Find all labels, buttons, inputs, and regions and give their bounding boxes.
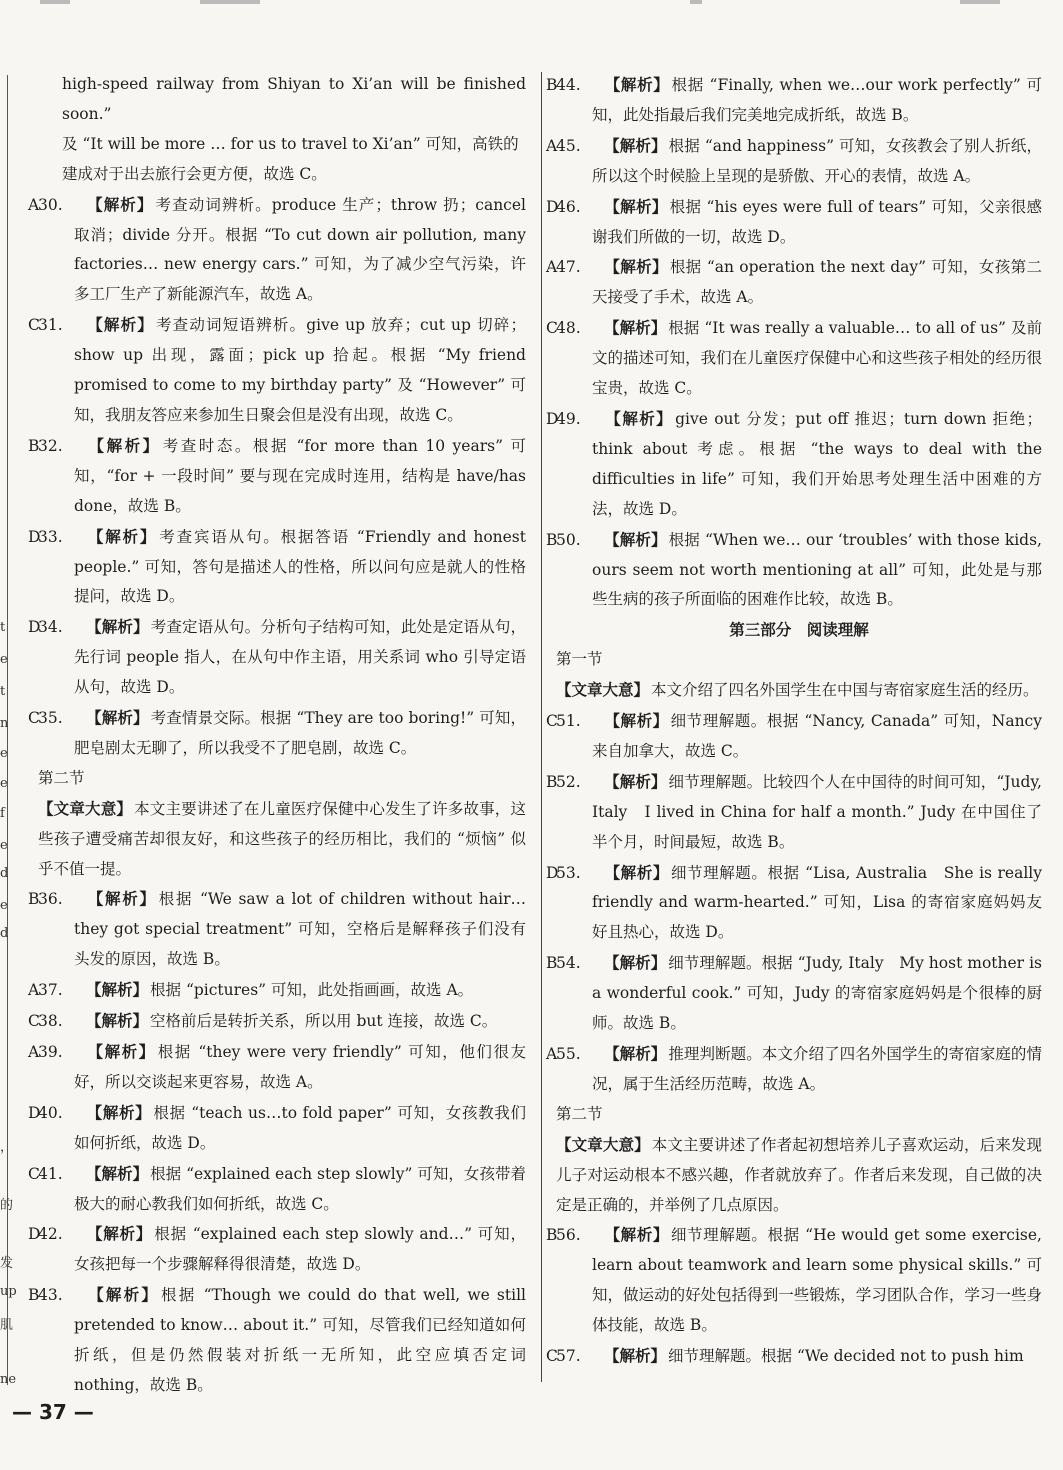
- part-title: 第三部分 阅读理解: [729, 620, 869, 640]
- answer-item: 42.D 【解析】 根据 “explained each step slowly and…” 可知，女孩把每一个步骤解释得很清楚，故选 D。: [28, 1224, 526, 1274]
- gutter-fragment: ，: [0, 1140, 14, 1155]
- gutter-fragment: up: [0, 1284, 17, 1299]
- section-heading: 第一节: [556, 650, 603, 669]
- answer-item: 57.C 【解析】 细节理解题。根据 “We decided not to push him: [546, 1346, 1024, 1366]
- answer-item: 52.B 【解析】 细节理解题。比较四个人在中国待的时间可知，“Judy, Italy I lived in China for half a month.” Judy 在中国住了半个月，时间最短，故选 B。: [546, 771, 1042, 851]
- section-heading: 第二节: [38, 768, 85, 787]
- answer-item: 30.A 【解析】 考查动词辨析。produce 生产；throw 扔；cancel 取消；divide 分开。根据 “To cut down air pollution, many factories… new energy cars.” 可知，为了减少空气污染，许多工厂生产了新能源汽车，故选 A。: [28, 194, 526, 304]
- answer-item: 50.B 【解析】 根据 “When we… our ‘troubles’ with those kids, ours seem not worth mentioning at all” 可知，此处是与那些生病的孩子所面临的困难作比较，故选 B。: [546, 529, 1042, 609]
- answer-item: 53.D 【解析】 细节理解题。根据 “Lisa, Australia She is really friendly and warm-hearted.” 可知，Lisa 的寄宿家庭妈妈友好且热心，故选 D。: [546, 862, 1042, 942]
- top-scan-marks: [0, 0, 1063, 10]
- article-summary: 【文章大意】 本文主要讲述了作者起初想培养儿子喜欢运动，后来发现儿子对运动根本不感兴趣，作者就放弃了。作者后来发现，自己做的决定是正确的，并举例了几点原因。: [556, 1134, 1042, 1214]
- gutter-fragment: e: [0, 652, 8, 667]
- answer-item: 39.A 【解析】 根据 “they were very friendly” 可知，他们很友好，所以交谈起来更容易，故选 A。: [28, 1042, 526, 1091]
- gutter-fragment: f: [0, 806, 5, 821]
- continued-line: high-speed railway from Shiyan to Xi’an will be finished soon.”: [62, 75, 526, 123]
- article-summary: 【文章大意】 本文介绍了四名外国学生在中国与寄宿家庭生活的经历。: [556, 680, 1039, 700]
- section-heading: 第二节: [556, 1104, 603, 1123]
- answer-item: 37.A 【解析】 根据 “pictures” 可知，此处指画画，故选 A。: [28, 980, 474, 1000]
- gutter-fragment: n: [0, 716, 9, 731]
- answer-item: 38.C 【解析】 空格前后是转折关系，所以用 but 连接，故选 C。: [28, 1011, 498, 1031]
- gutter-fragment: d: [0, 866, 9, 881]
- answer-item: 56.B 【解析】 细节理解题。根据 “He would get some exercise, learn about teamwork and learn some physical skills.” 可知，做运动的好处包括得到一些锻炼，学习团队合作，学习一些身体技能，故选 B。: [546, 1225, 1042, 1335]
- answer-item: 36.B 【解析】 根据 “We saw a lot of children without hair…they got special treatment” 可知，空格后是解释孩子们没有头发的原因，故选 B。: [28, 889, 526, 969]
- gutter-fragment: e: [0, 746, 8, 761]
- answer-item: 55.A 【解析】 推理判断题。本文介绍了四名外国学生的寄宿家庭的情况，属于生活经历范畴，故选 A。: [546, 1044, 1042, 1093]
- gutter-fragment: d: [0, 926, 9, 941]
- answer-item: 54.B 【解析】 细节理解题。根据 “Judy, Italy My host mother is a wonderful cook.” 可知，Judy 的寄宿家庭妈妈是个很棒的厨师。故选 B。: [546, 953, 1042, 1033]
- gutter-fragment: e: [0, 838, 8, 853]
- gutter-fragment: t: [0, 620, 6, 635]
- answer-item: 40.D 【解析】 根据 “teach us…to fold paper” 可知，女孩教我们如何折纸，故选 D。: [28, 1102, 526, 1152]
- right-column: [546, 70, 1042, 1372]
- answer-item: 34.D 【解析】 考查定语从句。分析句子结构可知，此处是定语从句，先行词 people 指人，在从句中作主语，用关系词 who 引导定语从句，故选 D。: [28, 617, 526, 697]
- answer-item: 31.C 【解析】 考查动词短语辨析。give up 放弃；cut up 切碎；show up 出现，露面；pick up 拾起。根据 “My friend promised to come to my birthday party” 及 “However” 可知，我朋友答应来参加生日聚会但是没有出现，故选 C。: [28, 315, 526, 424]
- answer-item: 48.C 【解析】 根据 “It was really a valuable… to all of us” 及前文的描述可知，我们在儿童医疗保健中心和这些孩子相处的经历很宝贵，故选 C。: [546, 318, 1042, 398]
- gutter-fragment: ne: [0, 1372, 17, 1387]
- continued-line: 及 “It will be more … for us to travel to Xi’an” 可知，高铁的: [62, 134, 519, 153]
- answer-item: 51.C 【解析】 细节理解题。根据 “Nancy, Canada” 可知，Nancy 来自加拿大，故选 C。: [546, 711, 1042, 760]
- answer-item: 32.B 【解析】 考查时态。根据 “for more than 10 years” 可知，“for + 一段时间” 要与现在完成时连用，结构是 have/has done，故选 B。: [28, 435, 526, 515]
- answer-item: 49.D 【解析】 give out 分发；put off 推迟；turn down 拒绝；think about 考虑。根据 “the ways to deal with the difficulties in life” 可知，我们开始思考处理生活中困难的方法，故选 D。: [546, 408, 1042, 518]
- gutter-fragment: e: [0, 776, 8, 791]
- left-column: [28, 70, 526, 1401]
- answer-item: 45.A 【解析】 根据 “and happiness” 可知，女孩教会了别人折纸，所以这个时候脸上呈现的是骄傲、开心的表情，故选 A。: [546, 135, 1042, 185]
- answer-item: 35.C 【解析】 考查情景交际。根据 “They are too boring!” 可知，肥皂剧太无聊了，所以我受不了肥皂剧，故选 C。: [28, 708, 526, 757]
- gutter-fragment: 的: [0, 1198, 14, 1213]
- answer-item: 43.B 【解析】 根据 “Though we could do that well, we still pretended to know… about it.” 可知，尽管我们已经知道如何折纸，但是仍然假装对折纸一无所知，此空应填否定词 nothing，故选 B。: [28, 1285, 526, 1394]
- answer-item: 44.B 【解析】 根据 “Finally, when we…our work perfectly” 可知，此处指最后我们完美地完成折纸，故选 B。: [546, 75, 1042, 124]
- column-divider: [541, 72, 542, 1382]
- gutter-fragment: t: [0, 684, 6, 699]
- page-number: — 37 —: [12, 1400, 94, 1424]
- answer-item: 46.D 【解析】 根据 “his eyes were full of tears” 可知，父亲很感谢我们所做的一切，故选 D。: [546, 196, 1042, 246]
- gutter-fragment: 肌: [0, 1318, 14, 1333]
- answer-item: 47.A 【解析】 根据 “an operation the next day” 可知，女孩第二天接受了手术，故选 A。: [546, 257, 1042, 307]
- answer-item: 33.D 【解析】 考查宾语从句。根据答语 “Friendly and honest people.” 可知，答句是描述人的性格，所以问句应是就人的性格提问，故选 D。: [28, 526, 526, 606]
- gutter-fragment: 发: [0, 1256, 14, 1271]
- article-summary: 【文章大意】 本文主要讲述了在儿童医疗保健中心发生了许多故事，这些孩子遭受痛苦却很友好，和这些孩子的经历相比，我们的 “烦恼” 似乎不值一提。: [38, 798, 526, 878]
- gutter-fragment: e: [0, 898, 8, 913]
- answer-item: 41.C 【解析】 根据 “explained each step slowly” 可知，女孩带着极大的耐心教我们如何折纸，故选 C。: [28, 1163, 526, 1213]
- continued-line: 建成对于出去旅行会更方便，故选 C。: [62, 164, 327, 183]
